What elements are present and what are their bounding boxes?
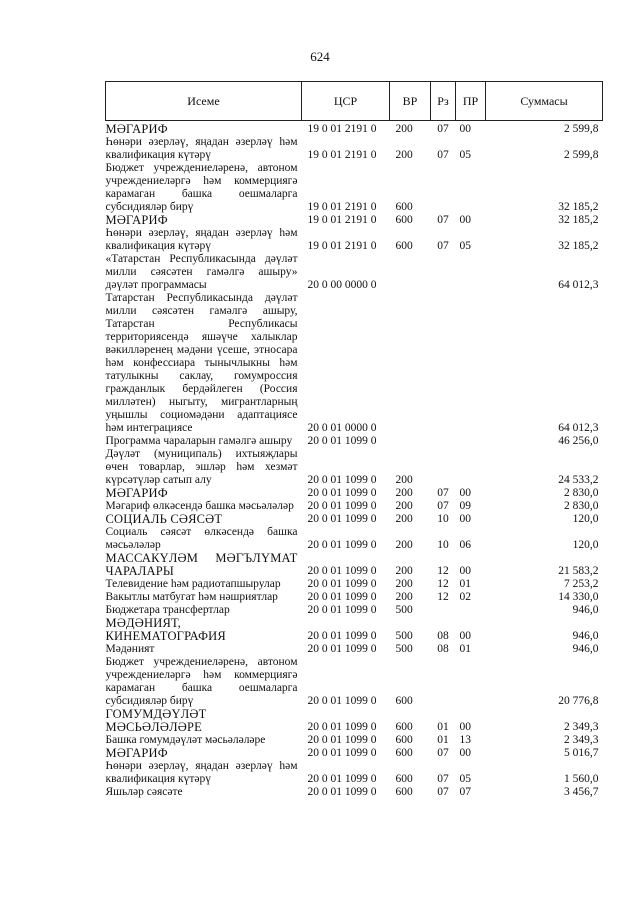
cell-name: Мәгариф өлкәсендә башка мәсьәләләр	[105, 500, 294, 512]
cell-rz: 07	[437, 149, 449, 161]
cell-sum: 2 830,0	[564, 487, 599, 499]
cell-csr: 20 0 01 1099 0	[307, 487, 377, 499]
table-row	[106, 214, 603, 227]
table-row	[106, 708, 603, 734]
cell-rz: 07	[437, 240, 449, 252]
cell-rz: 07	[437, 214, 449, 226]
header-sum: Суммасы	[486, 82, 603, 121]
cell-name: МӘГАРИФ	[105, 486, 168, 500]
cell-sum: 120,0	[572, 513, 599, 525]
cell-csr: 20 0 00 0000 0	[307, 279, 377, 291]
cell-csr: 20 0 01 1099 0	[307, 734, 377, 746]
cell-name: Татарстан Республикасында дәүләт милли сәясәтен гамәлгә ашыру, Татарстан Республикасы территориясендә яшәүче халыклар вәкилләренең мәдәни үсеше, этносара һәм конфессиара тынычлыкны һәм татулыкны саклау, гомумроссия гражданлык бердәйлеген (Россия милләтен) ныгыту, мигрантларның уңышлы социомәдәни адаптациясе һәм интеграциясе	[105, 292, 298, 434]
cell-pr	[456, 604, 486, 617]
cell-csr: 20 0 01 1099 0	[307, 773, 377, 785]
cell-pr: 00	[459, 721, 471, 733]
cell-pr: 00	[459, 630, 471, 642]
table-row	[106, 617, 603, 643]
cell-name: Һөнәри әзерләү, яңадан әзерләү һәм квалификация күтәрү	[105, 227, 298, 252]
cell-vr: 600	[395, 695, 413, 707]
cell-csr: 20 0 01 1099 0	[307, 513, 377, 525]
cell-vr	[390, 292, 431, 435]
cell-vr: 600	[395, 747, 413, 759]
cell-vr: 600	[395, 786, 413, 798]
cell-vr: 200	[395, 591, 413, 603]
page-number: 624	[310, 49, 330, 64]
cell-name: Мәдәният	[105, 643, 155, 655]
cell-sum: 14 330,0	[558, 591, 599, 603]
cell-pr: 01	[459, 643, 471, 655]
table-row	[106, 253, 603, 292]
cell-pr: 05	[459, 149, 471, 161]
cell-name: Телевидение һәм радиотапшырулар	[105, 578, 281, 590]
cell-sum: 20 776,8	[558, 695, 599, 707]
cell-csr: 20 0 01 1099 0	[307, 578, 377, 590]
cell-csr: 20 0 01 1099 0	[307, 604, 377, 616]
cell-rz: 07	[437, 487, 449, 499]
cell-pr: 00	[459, 123, 471, 135]
cell-rz: 01	[437, 734, 449, 746]
cell-vr: 600	[395, 240, 413, 252]
cell-rz	[431, 656, 456, 708]
header-csr: ЦСР	[302, 82, 390, 121]
table-row	[106, 526, 603, 552]
cell-name: «Татарстан Республикасында дәүләт милли сәясәтен гамәлгә ашыру» дәүләт программасы	[105, 253, 298, 291]
cell-sum: 2 599,8	[564, 123, 599, 135]
cell-vr: 600	[395, 214, 413, 226]
cell-rz: 10	[437, 539, 449, 551]
cell-vr: 600	[395, 201, 413, 213]
table-row	[106, 591, 603, 604]
cell-vr: 600	[395, 734, 413, 746]
cell-csr: 20 0 01 1099 0	[307, 539, 377, 551]
cell-name: МАССАКҮЛӘМ МӘГЪЛҮМАТ ЧАРАЛАРЫ	[105, 551, 298, 578]
cell-sum: 5 016,7	[564, 747, 599, 759]
cell-pr: 05	[459, 240, 471, 252]
cell-sum: 46 256,0	[558, 435, 599, 447]
cell-sum: 2 349,3	[564, 721, 599, 733]
cell-name: Һөнәри әзерләү, яңадан әзерләү һәм квалификация күтәрү	[105, 760, 298, 785]
cell-name: Һөнәри әзерләү, яңадан әзерләү һәм квалификация күтәрү	[105, 136, 298, 161]
cell-sum: 24 533,2	[558, 474, 599, 486]
cell-pr: 00	[459, 487, 471, 499]
cell-rz: 07	[437, 773, 449, 785]
cell-name: ГОМУМДӘҮЛӘТ МӘСЬӘЛӘЛӘРЕ	[105, 707, 207, 734]
cell-name: Башка гомумдәүләт мәсьәләләре	[105, 734, 266, 746]
header-vr: ВР	[390, 82, 431, 121]
cell-vr: 200	[395, 513, 413, 525]
cell-pr	[456, 253, 486, 292]
cell-name: Вакытлы матбугат һәм нәшриятлар	[105, 591, 278, 603]
header-rz: Рз	[431, 82, 456, 121]
cell-pr: 05	[459, 773, 471, 785]
cell-sum: 2 830,0	[564, 500, 599, 512]
cell-csr: 19 0 01 2191 0	[307, 123, 377, 135]
cell-rz	[431, 448, 456, 487]
cell-sum: 1 560,0	[564, 773, 599, 785]
cell-sum: 120,0	[572, 539, 599, 551]
cell-name: СОЦИАЛЬ СӘЯСӘТ	[105, 512, 223, 526]
cell-rz: 07	[437, 747, 449, 759]
cell-pr	[456, 292, 486, 435]
table-row	[106, 760, 603, 786]
cell-pr: 00	[459, 747, 471, 759]
table-row	[106, 487, 603, 500]
cell-pr: 01	[459, 578, 471, 590]
cell-rz	[431, 162, 456, 214]
table-row	[106, 292, 603, 435]
budget-table	[105, 81, 603, 799]
table-header-row	[106, 82, 603, 121]
cell-vr	[390, 435, 431, 448]
cell-pr: 00	[459, 214, 471, 226]
cell-name: МӘГАРИФ	[105, 746, 168, 760]
cell-rz: 12	[437, 578, 449, 590]
table-row	[106, 162, 603, 214]
cell-csr: 20 0 01 1099 0	[307, 630, 377, 642]
cell-vr: 200	[395, 487, 413, 499]
cell-pr: 00	[459, 513, 471, 525]
cell-sum: 32 185,2	[558, 214, 599, 226]
cell-rz: 07	[437, 123, 449, 135]
cell-vr: 600	[395, 721, 413, 733]
cell-name: Программа чараларын гамәлгә ашыру	[105, 435, 293, 447]
cell-sum: 3 456,7	[564, 786, 599, 798]
cell-csr: 19 0 01 2191 0	[307, 149, 377, 161]
cell-sum: 2 599,8	[564, 149, 599, 161]
cell-csr: 20 0 01 1099 0	[307, 643, 377, 655]
cell-rz: 08	[437, 643, 449, 655]
cell-sum: 7 253,2	[564, 578, 599, 590]
table-row	[106, 513, 603, 526]
table-row	[106, 786, 603, 799]
cell-sum: 946,0	[572, 643, 599, 655]
cell-sum: 946,0	[572, 630, 599, 642]
cell-csr: 20 0 01 0000 0	[307, 422, 377, 434]
header-pr: ПР	[456, 82, 486, 121]
cell-name: Социаль сәясәт өлкәсендә башка мәсьәләләр	[105, 526, 298, 551]
cell-rz	[431, 253, 456, 292]
cell-sum: 64 012,3	[558, 422, 599, 434]
table-row	[106, 552, 603, 578]
cell-rz: 07	[437, 786, 449, 798]
table-row	[106, 734, 603, 747]
table-row	[106, 448, 603, 487]
cell-rz	[431, 435, 456, 448]
cell-csr: 20 0 01 1099 0	[307, 591, 377, 603]
cell-name: МӘГАРИФ	[105, 122, 168, 136]
table-row	[106, 578, 603, 591]
cell-sum: 2 349,3	[564, 734, 599, 746]
cell-csr: 20 0 01 1099 0	[307, 786, 377, 798]
cell-rz	[431, 604, 456, 617]
cell-csr: 19 0 01 2191 0	[307, 201, 377, 213]
cell-name: Дәүләт (муниципаль) ихтыяҗлары өчен товарлар, эшләр һәм хезмәт күрсәтүләр сатып алу	[105, 448, 298, 486]
table-row	[106, 435, 603, 448]
cell-vr: 200	[395, 565, 413, 577]
table-row	[106, 121, 603, 137]
cell-vr: 200	[395, 149, 413, 161]
cell-sum: 32 185,2	[558, 201, 599, 213]
cell-vr: 500	[395, 643, 413, 655]
cell-name: МӘГАРИФ	[105, 213, 168, 227]
cell-vr: 200	[395, 578, 413, 590]
table-row	[106, 643, 603, 656]
cell-vr: 500	[395, 630, 413, 642]
cell-rz: 08	[437, 630, 449, 642]
table-body	[106, 121, 603, 800]
cell-sum: 21 583,2	[558, 565, 599, 577]
cell-csr: 20 0 01 1099 0	[307, 747, 377, 759]
cell-sum: 64 012,3	[558, 279, 599, 291]
cell-csr: 20 0 01 1099 0	[307, 695, 377, 707]
cell-name: Бюджет учреждениеләренә, автоном учреждениеләргә һәм коммерциягә карамаган башка оешмаларга субсидияләр бирү	[105, 162, 298, 213]
cell-vr: 200	[395, 474, 413, 486]
cell-rz: 07	[437, 500, 449, 512]
cell-pr: 07	[459, 786, 471, 798]
cell-name: Бюджет учреждениеләренә, автоном учреждениеләргә һәм коммерциягә карамаган башка оешмаларга субсидияләр бирү	[105, 656, 298, 707]
cell-csr: 19 0 01 2191 0	[307, 214, 377, 226]
cell-sum: 946,0	[572, 604, 599, 616]
table-row	[106, 747, 603, 760]
cell-pr	[456, 448, 486, 487]
cell-rz: 10	[437, 513, 449, 525]
cell-rz: 01	[437, 721, 449, 733]
cell-vr: 500	[395, 604, 413, 616]
cell-vr: 200	[395, 123, 413, 135]
table-row	[106, 227, 603, 253]
cell-pr: 09	[459, 500, 471, 512]
cell-name: Бюджетара трансфертлар	[105, 604, 230, 616]
header-name: Исеме	[106, 82, 302, 121]
cell-pr: 13	[459, 734, 471, 746]
cell-sum: 32 185,2	[558, 240, 599, 252]
cell-rz: 12	[437, 565, 449, 577]
table-row	[106, 656, 603, 708]
cell-pr	[456, 656, 486, 708]
cell-rz	[431, 292, 456, 435]
cell-vr	[390, 253, 431, 292]
cell-vr: 600	[395, 773, 413, 785]
cell-csr: 20 0 01 1099 0	[307, 435, 377, 447]
cell-csr: 20 0 01 1099 0	[307, 474, 377, 486]
cell-vr: 200	[395, 539, 413, 551]
cell-name: Яшьләр сәясәте	[105, 786, 183, 798]
cell-pr: 00	[459, 565, 471, 577]
cell-csr: 19 0 01 2191 0	[307, 240, 377, 252]
cell-pr	[456, 162, 486, 214]
cell-pr	[456, 435, 486, 448]
cell-csr: 20 0 01 1099 0	[307, 565, 377, 577]
cell-csr: 20 0 01 1099 0	[307, 721, 377, 733]
cell-csr: 20 0 01 1099 0	[307, 500, 377, 512]
cell-pr: 06	[459, 539, 471, 551]
cell-vr: 200	[395, 500, 413, 512]
cell-rz: 12	[437, 591, 449, 603]
table-row	[106, 136, 603, 162]
cell-name: МӘДӘНИЯТ, КИНЕМАТОГРАФИЯ	[105, 616, 226, 643]
cell-pr: 02	[459, 591, 471, 603]
